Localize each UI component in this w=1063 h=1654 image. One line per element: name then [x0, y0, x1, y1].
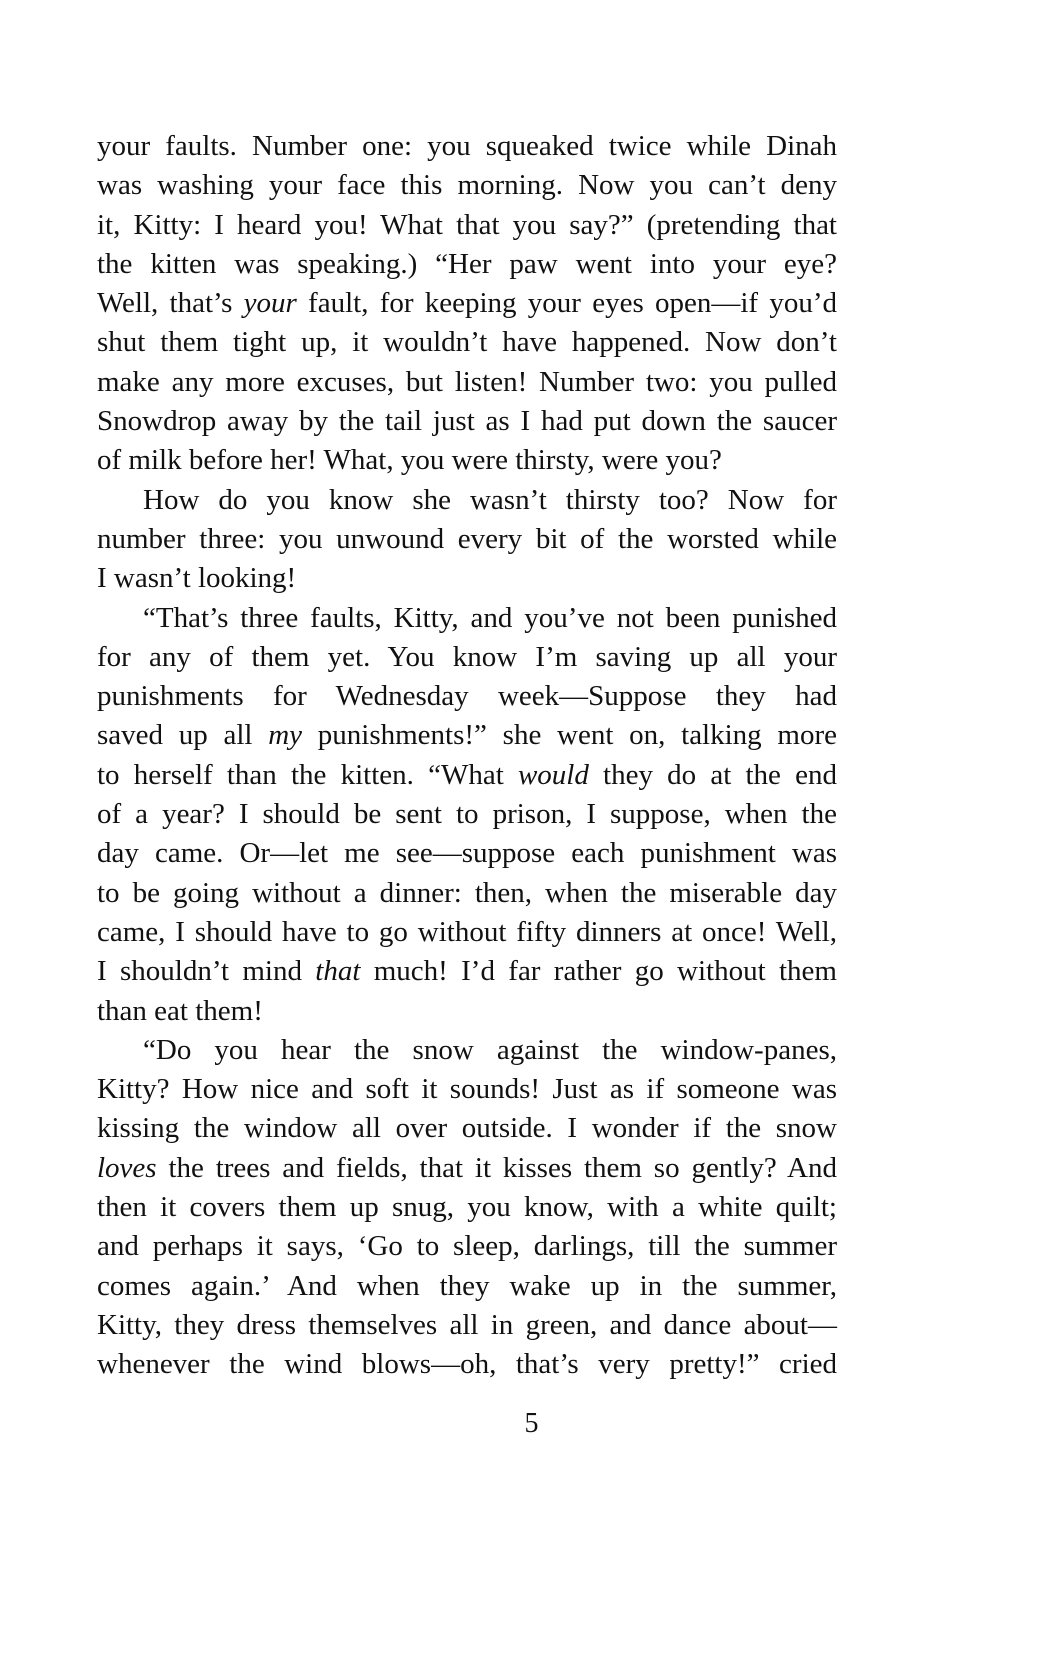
text-run: fault, for keeping your eyes open—if you’d	[296, 287, 837, 320]
text-line: kissing the window all over outside. I wonder if the snow	[97, 1112, 837, 1145]
text-line	[97, 284, 837, 323]
text-line: was washing your face this morning. Now you can’t deny	[97, 169, 837, 202]
text-line: came, I should have to go without fifty dinners at once! Well,	[97, 915, 837, 948]
text-line: shut them tight up, it wouldn’t have happened. Now don’t	[97, 326, 837, 359]
text-line: How do you know she wasn’t thirsty too? Now for	[143, 483, 837, 516]
text-line: punishments for Wednesday week—Suppose they had	[97, 680, 837, 713]
italic-text: my	[268, 719, 303, 752]
text-line: make any more excuses, but listen! Number two: you pulled	[97, 365, 837, 398]
text-line: of milk before her! What, you were thirsty, were you?	[97, 444, 722, 477]
text-run: to herself than the kitten. “What	[97, 758, 518, 791]
text-line	[97, 756, 837, 795]
text-run: much! I’d far rather go without them	[360, 955, 837, 988]
text-line: Snowdrop away by the tail just as I had put down the saucer	[97, 405, 837, 438]
text-line: and perhaps it says, ‘Go to sleep, darlings, till the summer	[97, 1230, 837, 1263]
text-run: they do at the end	[588, 758, 837, 791]
italic-text: your	[243, 287, 297, 320]
text-line: “Do you hear the snow against the window-panes,	[143, 1033, 837, 1066]
text-line	[97, 1149, 837, 1188]
text-line: of a year? I should be sent to prison, I suppose, when the	[97, 798, 837, 831]
text-line: day came. Or—let me see—suppose each punishment was	[97, 837, 837, 870]
text-run: saved up all	[97, 719, 269, 752]
text-line: comes again.’ And when they wake up in the summer,	[97, 1269, 837, 1302]
text-line	[97, 952, 837, 991]
page-number: 5	[524, 1408, 539, 1439]
text-line: whenever the wind blows—oh, that’s very pretty!” cried	[97, 1348, 837, 1381]
text-line: number three: you unwound every bit of the worsted while	[97, 522, 837, 555]
text-line: to be going without a dinner: then, when the miserable day	[97, 876, 837, 909]
italic-text: loves	[97, 1151, 157, 1184]
text-run: punishments!” she went on, talking more	[302, 719, 837, 752]
text-line: I wasn’t looking!	[97, 562, 297, 595]
text-line: the kitten was speaking.) “Her paw went into your eye?	[97, 247, 837, 280]
text-run: Well, that’s	[97, 287, 244, 320]
text-line: Kitty? How nice and soft it sounds! Just as if someone was	[97, 1073, 837, 1106]
body-text	[97, 127, 837, 1385]
text-line	[97, 716, 837, 755]
text-line: than eat them!	[97, 994, 263, 1027]
text-line: Kitty, they dress themselves all in green, and dance about—	[97, 1308, 837, 1341]
italic-text: that	[315, 955, 361, 988]
text-line: “That’s three faults, Kitty, and you’ve not been punished	[143, 601, 837, 634]
text-run: I shouldn’t mind	[97, 955, 316, 988]
text-line: then it covers them up snug, you know, with a white quilt;	[97, 1191, 837, 1224]
text-line: it, Kitty: I heard you! What that you say?” (pretending that	[97, 208, 837, 241]
text-run: the trees and fields, that it kisses them so gently? And	[156, 1151, 837, 1184]
italic-text: would	[517, 758, 589, 791]
text-line: your faults. Number one: you squeaked twice while Dinah	[97, 130, 837, 162]
text-line: for any of them yet. You know I’m saving up all your	[97, 640, 837, 673]
